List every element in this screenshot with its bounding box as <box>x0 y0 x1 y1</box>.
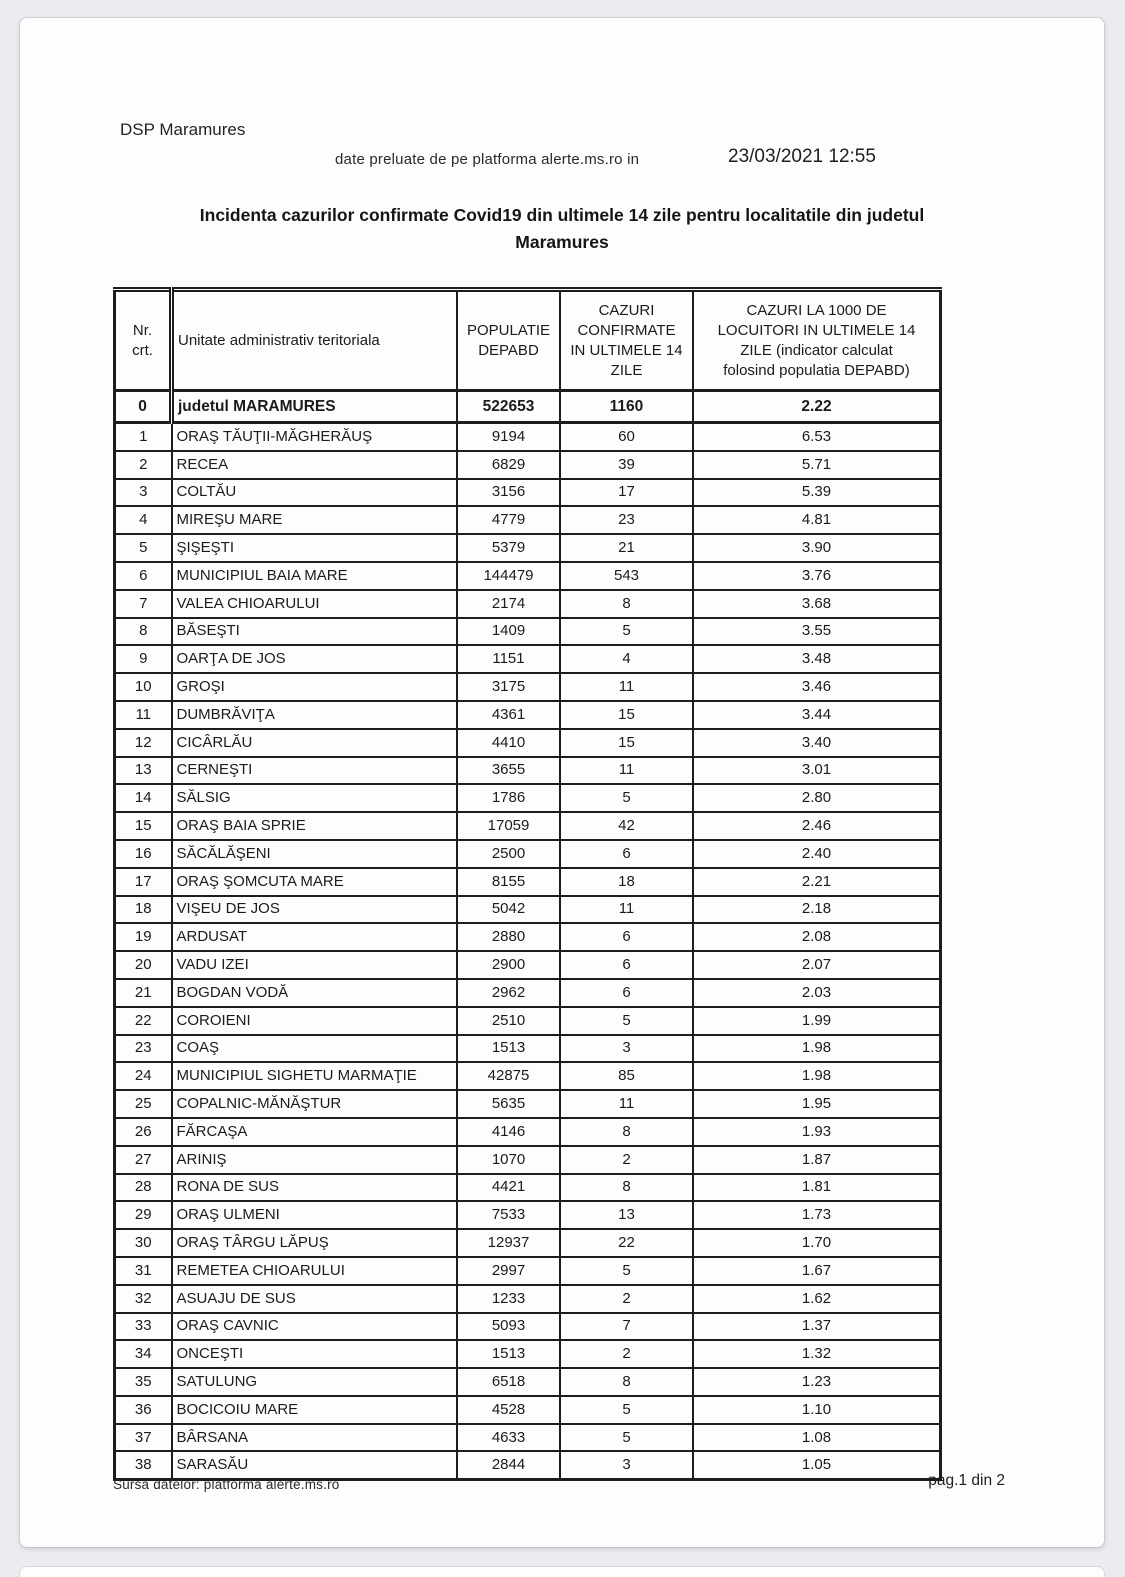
next-page-edge <box>20 1567 1104 1577</box>
cases-cell: 7 <box>560 1313 693 1341</box>
document-title-line2: Maramures <box>515 232 609 252</box>
population-cell: 6518 <box>457 1368 560 1396</box>
cases-cell: 5 <box>560 1007 693 1035</box>
rate-cell: 1.95 <box>693 1090 941 1118</box>
cases-cell: 5 <box>560 1396 693 1424</box>
row-number-cell: 7 <box>115 590 172 618</box>
locality-name-cell: COPALNIC-MĂNĂŞTUR <box>172 1090 458 1118</box>
row-number-cell: 1 <box>115 423 172 451</box>
row-number-cell: 15 <box>115 812 172 840</box>
locality-name-cell: COLTĂU <box>172 479 458 507</box>
rate-cell: 2.03 <box>693 979 941 1007</box>
locality-name-cell: ŞIŞEŞTI <box>172 534 458 562</box>
population-cell: 17059 <box>457 812 560 840</box>
locality-name-cell: ORAŞ ULMENI <box>172 1201 458 1229</box>
header-line: ZILE (indicator calculat <box>740 341 893 359</box>
locality-name-cell: CERNEŞTI <box>172 757 458 785</box>
table-row <box>115 896 941 924</box>
locality-name-cell: ASUAJU DE SUS <box>172 1285 458 1313</box>
cases-cell: 11 <box>560 673 693 701</box>
data-source-line: date preluate de pe platforma alerte.ms.ro in <box>335 151 640 168</box>
population-cell: 7533 <box>457 1201 560 1229</box>
cases-cell: 2 <box>560 1146 693 1174</box>
table-row <box>115 1007 941 1035</box>
row-number-cell: 12 <box>115 729 172 757</box>
rate-cell: 2.46 <box>693 812 941 840</box>
locality-name-cell: REMETEA CHIOARULUI <box>172 1257 458 1285</box>
col-header-populatie <box>457 290 560 391</box>
rate-cell: 1.73 <box>693 1201 941 1229</box>
locality-name-cell: VADU IZEI <box>172 951 458 979</box>
rate-cell: 1.62 <box>693 1285 941 1313</box>
locality-name-cell: MUNICIPIUL BAIA MARE <box>172 562 458 590</box>
cases-cell: 60 <box>560 423 693 451</box>
locality-name-cell: MUNICIPIUL SIGHETU MARMAŢIE <box>172 1062 458 1090</box>
col-header-cazuri-la-1000 <box>693 290 941 391</box>
table-row <box>115 1201 941 1229</box>
population-cell: 2510 <box>457 1007 560 1035</box>
rate-cell: 3.40 <box>693 729 941 757</box>
row-number-cell: 4 <box>115 506 172 534</box>
table-header <box>115 290 941 391</box>
table-row <box>115 1118 941 1146</box>
population-cell: 1233 <box>457 1285 560 1313</box>
rate-cell: 5.39 <box>693 479 941 507</box>
cases-cell: 21 <box>560 534 693 562</box>
header-row <box>115 290 941 391</box>
table-row <box>115 451 941 479</box>
cases-cell: 11 <box>560 896 693 924</box>
cases-cell: 8 <box>560 1118 693 1146</box>
rate-cell: 5.71 <box>693 451 941 479</box>
row-number-cell: 27 <box>115 1146 172 1174</box>
cases-cell: 15 <box>560 701 693 729</box>
row-number-cell: 11 <box>115 701 172 729</box>
population-cell: 5635 <box>457 1090 560 1118</box>
table-row <box>115 1062 941 1090</box>
table-row <box>115 673 941 701</box>
table-row <box>115 479 941 507</box>
row-number-cell: 9 <box>115 645 172 673</box>
population-cell: 2962 <box>457 979 560 1007</box>
cases-cell: 39 <box>560 451 693 479</box>
locality-name-cell: ORAŞ BAIA SPRIE <box>172 812 458 840</box>
row-number-cell: 18 <box>115 896 172 924</box>
document-page <box>20 18 1104 1547</box>
table-row <box>115 923 941 951</box>
row-number-cell: 36 <box>115 1396 172 1424</box>
cases-cell: 5 <box>560 784 693 812</box>
locality-name-cell: judetul MARAMURES <box>172 391 458 423</box>
table-body <box>115 391 941 1480</box>
population-cell: 4146 <box>457 1118 560 1146</box>
population-cell: 1513 <box>457 1340 560 1368</box>
locality-name-cell: SATULUNG <box>172 1368 458 1396</box>
col-header-cazuri <box>560 290 693 391</box>
cases-cell: 42 <box>560 812 693 840</box>
header-line: Unitate administrativ teritoriala <box>178 331 380 349</box>
table-row <box>115 1146 941 1174</box>
locality-name-cell: VALEA CHIOARULUI <box>172 590 458 618</box>
population-cell: 1409 <box>457 618 560 646</box>
document-title <box>80 202 1044 256</box>
cases-cell: 543 <box>560 562 693 590</box>
rate-cell: 3.46 <box>693 673 941 701</box>
locality-name-cell: RONA DE SUS <box>172 1174 458 1202</box>
population-cell: 9194 <box>457 423 560 451</box>
row-number-cell: 5 <box>115 534 172 562</box>
cases-cell: 5 <box>560 1424 693 1452</box>
cases-cell: 13 <box>560 1201 693 1229</box>
row-number-cell: 13 <box>115 757 172 785</box>
table-row <box>115 506 941 534</box>
row-number-cell: 10 <box>115 673 172 701</box>
rate-cell: 1.81 <box>693 1174 941 1202</box>
population-cell: 4361 <box>457 701 560 729</box>
row-number-cell: 16 <box>115 840 172 868</box>
cases-cell: 8 <box>560 590 693 618</box>
cases-cell: 5 <box>560 1257 693 1285</box>
rate-cell: 1.08 <box>693 1424 941 1452</box>
population-cell: 5042 <box>457 896 560 924</box>
table-row <box>115 1229 941 1257</box>
rate-cell: 1.67 <box>693 1257 941 1285</box>
locality-name-cell: DUMBRĂVIŢA <box>172 701 458 729</box>
locality-name-cell: FĂRCAŞA <box>172 1118 458 1146</box>
row-number-cell: 38 <box>115 1451 172 1479</box>
locality-name-cell: ORAŞ ŞOMCUTA MARE <box>172 868 458 896</box>
population-cell: 3655 <box>457 757 560 785</box>
population-cell: 1070 <box>457 1146 560 1174</box>
footer-data-source: Sursa datelor: platforma alerte.ms.ro <box>113 1477 340 1492</box>
locality-name-cell: ONCEŞTI <box>172 1340 458 1368</box>
header-line: folosind populatia DEPABD) <box>723 361 910 379</box>
table-row <box>115 701 941 729</box>
population-cell: 2174 <box>457 590 560 618</box>
population-cell: 1786 <box>457 784 560 812</box>
cases-cell: 2 <box>560 1285 693 1313</box>
locality-name-cell: ORAŞ TĂUŢII-MĂGHERĂUŞ <box>172 423 458 451</box>
cases-cell: 3 <box>560 1035 693 1063</box>
population-cell: 522653 <box>457 391 560 423</box>
rate-cell: 3.01 <box>693 757 941 785</box>
rate-cell: 1.87 <box>693 1146 941 1174</box>
cases-cell: 11 <box>560 1090 693 1118</box>
rate-cell: 1.70 <box>693 1229 941 1257</box>
row-number-cell: 22 <box>115 1007 172 1035</box>
table-row <box>115 1257 941 1285</box>
row-number-cell: 24 <box>115 1062 172 1090</box>
population-cell: 4528 <box>457 1396 560 1424</box>
locality-name-cell: BOCICOIU MARE <box>172 1396 458 1424</box>
population-cell: 42875 <box>457 1062 560 1090</box>
rate-cell: 2.18 <box>693 896 941 924</box>
rate-cell: 2.80 <box>693 784 941 812</box>
rate-cell: 2.22 <box>693 391 941 423</box>
table-row <box>115 1035 941 1063</box>
locality-name-cell: CICÂRLĂU <box>172 729 458 757</box>
row-number-cell: 23 <box>115 1035 172 1063</box>
cases-cell: 6 <box>560 951 693 979</box>
cases-cell: 6 <box>560 840 693 868</box>
rate-cell: 1.23 <box>693 1368 941 1396</box>
locality-name-cell: BÂRSANA <box>172 1424 458 1452</box>
population-cell: 2880 <box>457 923 560 951</box>
rate-cell: 3.90 <box>693 534 941 562</box>
row-number-cell: 19 <box>115 923 172 951</box>
rate-cell: 6.53 <box>693 423 941 451</box>
rate-cell: 2.07 <box>693 951 941 979</box>
population-cell: 8155 <box>457 868 560 896</box>
document-title-line1: Incidenta cazurilor confirmate Covid19 din ultimele 14 zile pentru localitatile din judetul <box>199 205 925 225</box>
rate-cell: 3.44 <box>693 701 941 729</box>
row-number-cell: 30 <box>115 1229 172 1257</box>
header-line: CAZURI LA 1000 DE <box>746 301 887 319</box>
population-cell: 4779 <box>457 506 560 534</box>
locality-name-cell: ORAŞ TÂRGU LĂPUŞ <box>172 1229 458 1257</box>
header-line: CAZURI <box>598 301 655 319</box>
header-line: IN ULTIMELE 14 <box>570 341 683 359</box>
cases-cell: 6 <box>560 923 693 951</box>
table-row <box>115 757 941 785</box>
population-cell: 4633 <box>457 1424 560 1452</box>
row-number-cell: 0 <box>115 391 172 423</box>
locality-name-cell: VIŞEU DE JOS <box>172 896 458 924</box>
locality-name-cell: RECEA <box>172 451 458 479</box>
locality-name-cell: BOGDAN VODĂ <box>172 979 458 1007</box>
cases-cell: 18 <box>560 868 693 896</box>
row-number-cell: 32 <box>115 1285 172 1313</box>
locality-name-cell: ORAŞ CAVNIC <box>172 1313 458 1341</box>
locality-name-cell: COROIENI <box>172 1007 458 1035</box>
rate-cell: 2.40 <box>693 840 941 868</box>
population-cell: 5093 <box>457 1313 560 1341</box>
table-row <box>115 951 941 979</box>
rate-cell: 1.32 <box>693 1340 941 1368</box>
locality-name-cell: MIREŞU MARE <box>172 506 458 534</box>
header-line: POPULATIE <box>466 321 551 339</box>
table-row <box>115 645 941 673</box>
county-total-row <box>115 391 941 423</box>
rate-cell: 2.21 <box>693 868 941 896</box>
population-cell: 6829 <box>457 451 560 479</box>
cases-cell: 23 <box>560 506 693 534</box>
header-line: LOCUITORI IN ULTIMELE 14 <box>717 321 916 339</box>
table-row <box>115 1451 941 1479</box>
table-row <box>115 562 941 590</box>
table-row <box>115 1090 941 1118</box>
col-header-unitate <box>172 290 458 391</box>
rate-cell: 1.98 <box>693 1062 941 1090</box>
table-row <box>115 729 941 757</box>
row-number-cell: 20 <box>115 951 172 979</box>
table-row <box>115 590 941 618</box>
row-number-cell: 31 <box>115 1257 172 1285</box>
rate-cell: 3.76 <box>693 562 941 590</box>
table-row <box>115 784 941 812</box>
rate-cell: 1.10 <box>693 1396 941 1424</box>
locality-name-cell: SARASĂU <box>172 1451 458 1479</box>
table-row <box>115 840 941 868</box>
locality-name-cell: ARINIŞ <box>172 1146 458 1174</box>
table-row <box>115 868 941 896</box>
locality-name-cell: OARŢA DE JOS <box>172 645 458 673</box>
rate-cell: 1.05 <box>693 1451 941 1479</box>
cases-cell: 3 <box>560 1451 693 1479</box>
row-number-cell: 28 <box>115 1174 172 1202</box>
table-row <box>115 1368 941 1396</box>
row-number-cell: 29 <box>115 1201 172 1229</box>
rate-cell: 1.37 <box>693 1313 941 1341</box>
locality-name-cell: BĂSEŞTI <box>172 618 458 646</box>
row-number-cell: 37 <box>115 1424 172 1452</box>
population-cell: 1513 <box>457 1035 560 1063</box>
cases-cell: 17 <box>560 479 693 507</box>
rate-cell: 3.48 <box>693 645 941 673</box>
row-number-cell: 3 <box>115 479 172 507</box>
table-row <box>115 423 941 451</box>
population-cell: 3156 <box>457 479 560 507</box>
table-row <box>115 534 941 562</box>
rate-cell: 1.93 <box>693 1118 941 1146</box>
incidence-table-container <box>113 287 942 1481</box>
locality-name-cell: ARDUSAT <box>172 923 458 951</box>
cases-cell: 6 <box>560 979 693 1007</box>
rate-cell: 1.98 <box>693 1035 941 1063</box>
rate-cell: 2.08 <box>693 923 941 951</box>
rate-cell: 4.81 <box>693 506 941 534</box>
population-cell: 4421 <box>457 1174 560 1202</box>
table-row <box>115 1174 941 1202</box>
cases-cell: 4 <box>560 645 693 673</box>
row-number-cell: 26 <box>115 1118 172 1146</box>
population-cell: 5379 <box>457 534 560 562</box>
organization-name: DSP Maramures <box>120 120 246 139</box>
row-number-cell: 14 <box>115 784 172 812</box>
row-number-cell: 21 <box>115 979 172 1007</box>
population-cell: 2900 <box>457 951 560 979</box>
table-row <box>115 979 941 1007</box>
retrieval-datetime: 23/03/2021 12:55 <box>728 146 876 167</box>
table-row <box>115 1396 941 1424</box>
locality-name-cell: SĂCĂLĂŞENI <box>172 840 458 868</box>
cases-cell: 22 <box>560 1229 693 1257</box>
cases-cell: 8 <box>560 1174 693 1202</box>
header-line: DEPABD <box>478 341 539 359</box>
header-line: ZILE <box>610 361 643 379</box>
row-number-cell: 2 <box>115 451 172 479</box>
cases-cell: 8 <box>560 1368 693 1396</box>
col-header-nr-crt <box>115 290 172 391</box>
table-row <box>115 1340 941 1368</box>
row-number-cell: 17 <box>115 868 172 896</box>
table-row <box>115 1424 941 1452</box>
cases-cell: 15 <box>560 729 693 757</box>
cases-cell: 1160 <box>560 391 693 423</box>
population-cell: 2997 <box>457 1257 560 1285</box>
population-cell: 4410 <box>457 729 560 757</box>
table-row <box>115 618 941 646</box>
row-number-cell: 6 <box>115 562 172 590</box>
header-line: crt. <box>132 341 153 359</box>
rate-cell: 3.55 <box>693 618 941 646</box>
row-number-cell: 35 <box>115 1368 172 1396</box>
cases-cell: 11 <box>560 757 693 785</box>
rate-cell: 3.68 <box>693 590 941 618</box>
footer-page-number: pag.1 din 2 <box>928 1472 1005 1489</box>
population-cell: 2500 <box>457 840 560 868</box>
locality-name-cell: GROŞI <box>172 673 458 701</box>
locality-name-cell: COAŞ <box>172 1035 458 1063</box>
table-row <box>115 1285 941 1313</box>
population-cell: 144479 <box>457 562 560 590</box>
row-number-cell: 8 <box>115 618 172 646</box>
rate-cell: 1.99 <box>693 1007 941 1035</box>
cases-cell: 2 <box>560 1340 693 1368</box>
header-line: Nr. <box>132 321 153 339</box>
row-number-cell: 33 <box>115 1313 172 1341</box>
incidence-table <box>113 287 942 1481</box>
table-row <box>115 1313 941 1341</box>
row-number-cell: 25 <box>115 1090 172 1118</box>
header-line: CONFIRMATE <box>577 321 676 339</box>
cases-cell: 5 <box>560 618 693 646</box>
locality-name-cell: SĂLSIG <box>172 784 458 812</box>
cases-cell: 85 <box>560 1062 693 1090</box>
row-number-cell: 34 <box>115 1340 172 1368</box>
population-cell: 3175 <box>457 673 560 701</box>
table-row <box>115 812 941 840</box>
population-cell: 2844 <box>457 1451 560 1479</box>
population-cell: 1151 <box>457 645 560 673</box>
population-cell: 12937 <box>457 1229 560 1257</box>
